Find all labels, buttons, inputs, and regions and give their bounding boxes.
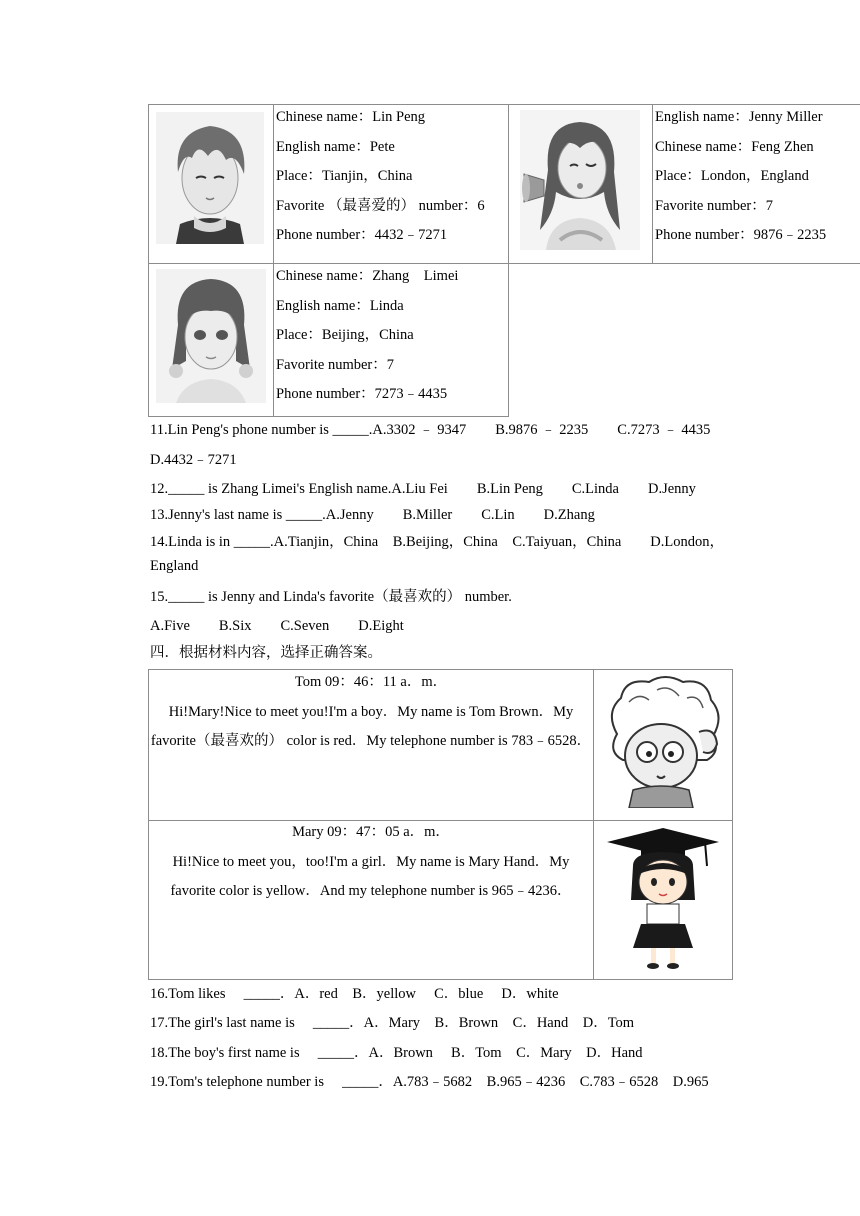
question-12: 12._____ is Zhang Limei's English name.A.Liu Fei B.Lin Peng C.Linda D.Jenny [150,481,696,497]
chat-line-mary-1: Hi!Nice to meet you，too!I'm a girl．My name is Mary Hand．My [172,853,570,870]
profile-2-chinese-name: Chinese name：Feng Zhen [655,138,814,155]
chat-message-mary [150,818,592,907]
profile-1-phone-number: Phone number：4432﹣7271 [276,227,448,243]
profile-3-favorite-number: Favorite number：7 [276,356,394,373]
cartoon-girl-graduation-avatar-icon [601,826,725,972]
girl-with-pigtails-portrait-icon [156,269,266,403]
boy-portrait-icon [156,112,264,244]
question-14-continued: England [150,558,199,574]
profile-info-3 [276,262,458,410]
chat-line-mary-2: favorite color is yellow．And my telephone number is 965﹣4236． [170,883,572,899]
question-13: 13.Jenny's last name is _____.A.Jenny B.Miller C.Lin D.Zhang [150,507,595,523]
question-14: 14.Linda is in _____.A.Tianjin，China B.Beijing，China C.Taiyuan，China D.London， [150,534,725,550]
question-11: 11.Lin Peng's phone number is _____.A.3302 ﹣ 9347 B.9876 ﹣ 2235 C.7273 ﹣ 4435 [150,422,711,438]
profile-2-place: Place：London，England [655,168,809,184]
profile-info-1 [276,103,485,251]
chat-message-tom [150,668,592,757]
profile-3-phone-number: Phone number：7273﹣4435 [276,386,448,402]
profile-1-chinese-name: Chinese name：Lin Peng [276,109,426,125]
cartoon-boy-avatar-icon [599,672,729,808]
question-16: 16.Tom likes _____．A．red B．yellow C．blue D．white [150,986,559,1002]
profile-1-english-name: English name：Pete [276,138,395,155]
chat-header-mary: Mary 09：47：05 a．m． [292,824,450,840]
question-11-continued: D.4432﹣7271 [150,452,237,468]
profile-3-place: Place：Beijing，China [276,327,414,343]
chat-line-tom-1: Hi!Mary!Nice to meet you!I'm a boy．My name is Tom Brown．My [168,703,574,720]
question-17: 17.The girl's last name is _____．A．Mary B．Brown C．Hand D．Tom [150,1015,635,1031]
profile-1-favorite-number: Favorite （最喜爱的） number：6 [276,197,485,214]
profile-1-place: Place：Tianjin，China [276,168,413,184]
profile-2-favorite-number: Favorite number：7 [655,197,773,214]
profile-2-phone-number: Phone number：9876﹣2235 [655,227,827,243]
chat-header-tom: Tom 09：46：11 a．m． [294,674,448,690]
question-19: 19.Tom's telephone number is _____．A.783﹣5682 B.965﹣4236 C.783﹣6528 D.965 [150,1074,709,1090]
question-15: 15._____ is Jenny and Linda's favorite（最喜欢的） number. [150,589,512,605]
question-18: 18.The boy's first name is _____．A．Brown B．Tom C．Mary D．Hand [150,1045,643,1061]
profile-3-chinese-name: Chinese name：Zhang Limei [276,268,459,284]
section-4-heading: 四．根据材料内容，选择正确答案。 [150,645,382,661]
girl-with-cup-portrait-icon [520,110,640,250]
profile-3-english-name: English name：Linda [276,297,404,314]
question-15-options: A.Five B.Six C.Seven D.Eight [150,618,404,634]
chat-line-tom-2: favorite（最喜欢的） color is red．My telephone number is 783﹣6528． [150,733,592,749]
profile-2-english-name: English name：Jenny Miller [655,109,823,125]
profile-info-2 [655,103,826,251]
